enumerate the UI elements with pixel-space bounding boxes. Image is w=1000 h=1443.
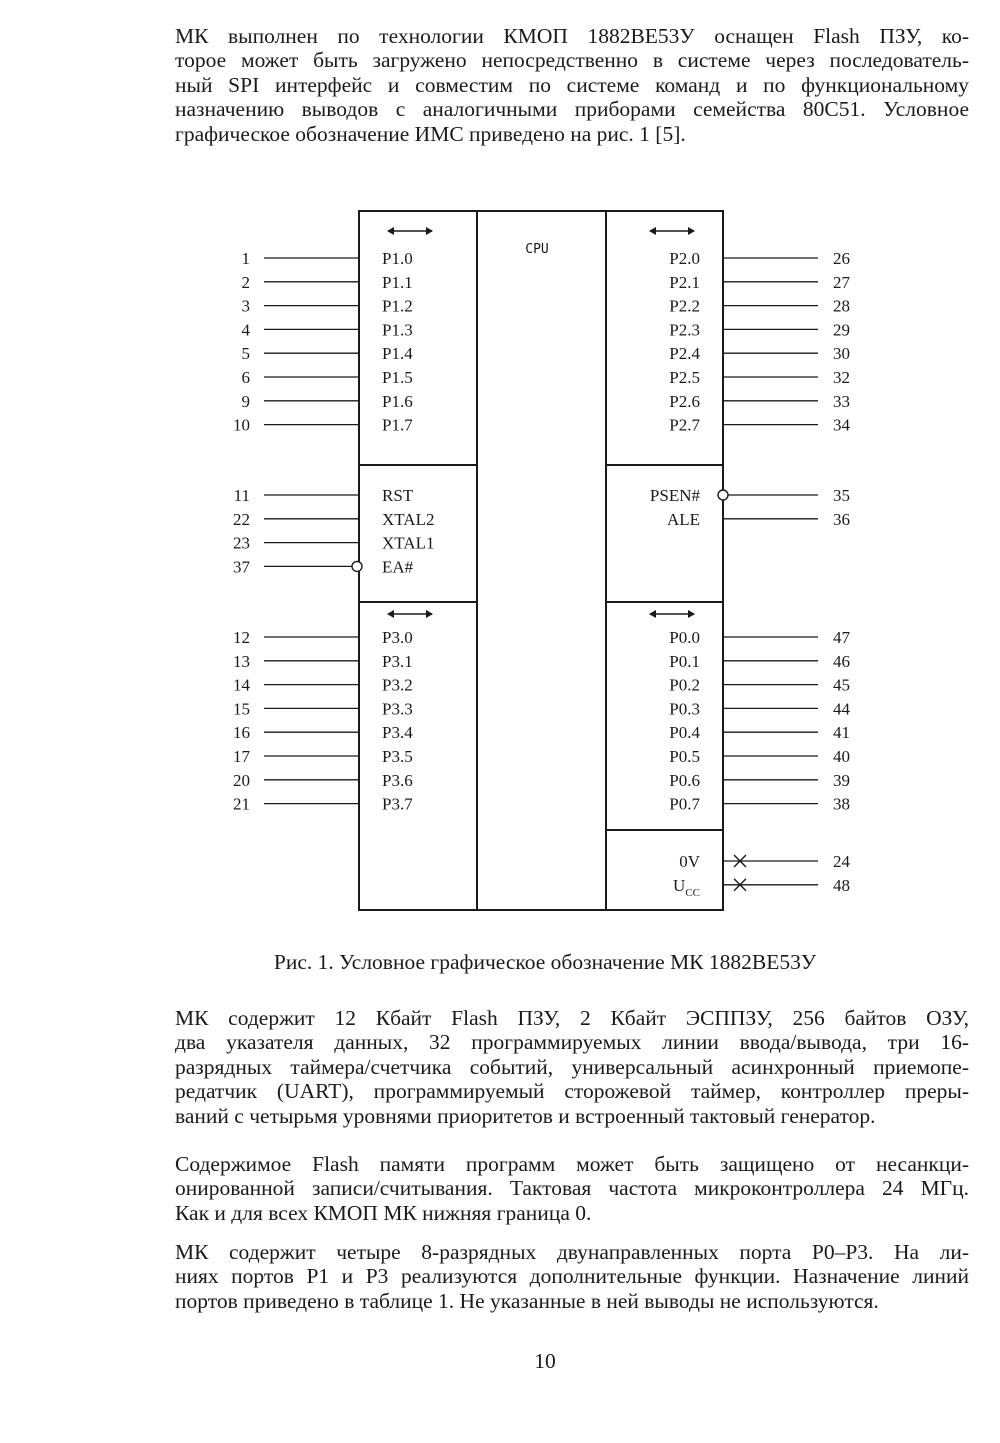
pin-label: P1.0 [382,249,413,268]
pin-number: 35 [833,486,850,505]
text-line: ваний с четырьмя уровнями приоритетов и встроенный тактовый генератор. [175,1103,876,1128]
arrow-head-left-icon [649,227,656,235]
flash-protection-paragraph [135,1152,969,1225]
text-line: МК выполнен по технологии КМОП 1882ВЕ53У оснащен Flash ПЗУ, ко- [175,24,969,48]
figure-caption: Рис. 1. Условное графическое обозначение МК 1882ВЕ53У [273,950,817,974]
pin-number: 40 [833,747,850,766]
text-line: онированной записи/считывания. Тактовая частота микроконтроллера 24 МГц. [175,1176,969,1201]
pin-label: P0.3 [669,699,700,719]
pin-label: P0.5 [669,747,700,766]
pin-label: P3.6 [382,770,413,790]
pin-number: 14 [233,675,250,695]
pin-number: 47 [833,628,850,647]
cpu-label: CPU [525,242,549,257]
pin-label: P1.3 [382,320,413,340]
pin-label: P0.7 [669,794,700,814]
text-line: МК содержит 12 Кбайт Flash ПЗУ, 2 Кбайт ЭСППЗУ, 256 байтов ОЗУ, [175,1006,969,1030]
pin-label: P0.0 [669,628,700,647]
ports-paragraph [135,1240,969,1313]
pin-label: P3.1 [382,651,413,671]
arrow-head-left-icon [387,227,394,235]
pin-label: P0.6 [669,770,700,790]
pin-label: P2.3 [669,320,700,340]
pin-label: P2.6 [669,391,700,411]
pin-number: 22 [233,509,250,529]
pin-label: P3.2 [382,675,413,695]
pin-number: 6 [241,368,250,387]
pin-label: P2.7 [669,415,700,435]
pin-number: 33 [833,391,850,411]
pin-label: P1.6 [382,391,413,411]
pin-number: 13 [233,651,250,671]
text-line: ниях портов Р1 и Р3 реализуются дополнительные функции. Назначение линий [175,1264,969,1289]
pin-label: P0.4 [669,723,700,743]
pins-layer [233,227,851,899]
text-line: назначению выводов с аналогичными приборами семейства 80С51. Условное [175,97,969,122]
pin-label: P2.4 [669,344,700,364]
text-line: Содержимое Flash памяти программ может быть защищено от несанкци- [175,1152,969,1176]
pin-label: P3.5 [382,747,413,766]
pin-label: P2.1 [669,272,700,292]
pin-label: P2.0 [669,249,700,268]
pin-label: P2.2 [669,296,700,316]
pin-number: 10 [233,415,250,435]
pin-number: 28 [833,296,850,316]
pin-number: 38 [833,794,850,814]
page-number: 10 [534,1349,556,1373]
pin-label: P3.4 [382,723,413,743]
text-line: два указателя данных, 32 программируемых линии ввода/вывода, три 16- [175,1030,969,1055]
text-line: торое может быть загружено непосредственно в системе через последователь- [175,48,969,73]
pin-label: P1.7 [382,415,413,435]
pin-number: 1 [241,249,250,268]
pin-label: P1.4 [382,344,413,364]
pin-label: $U_{CC}$ [673,875,700,899]
pin-label: P3.7 [382,794,413,814]
text-line: редатчик (UART), программируемый сторожевой таймер, контроллер преры- [175,1079,969,1104]
arrow-head-left-icon [387,610,394,618]
pin-number: 41 [833,723,850,743]
pin-number: 4 [241,320,250,340]
pin-label: P0.2 [669,675,700,695]
pin-number: 32 [833,368,850,387]
pin-number: 26 [833,249,850,268]
inversion-bubble-icon [352,561,362,571]
text-line: МК содержит четыре 8-разрядных двунаправленных порта Р0–Р3. На ли- [175,1240,969,1264]
pin-number: 15 [233,699,250,719]
pin-number: 2 [241,272,250,292]
pin-label: XTAL1 [382,533,435,553]
pin-number: 27 [833,272,850,292]
arrow-head-right-icon [688,227,695,235]
pin-label: EA# [382,557,414,577]
pin-number: 34 [833,415,850,435]
features-paragraph [135,1006,969,1128]
pin-number: 3 [241,296,250,316]
pin-number: 24 [833,852,850,871]
text-line: Как и для всех КМОП МК нижняя граница 0. [175,1200,592,1225]
pin-number: 37 [233,557,250,577]
pin-label: RST [382,486,414,505]
pin-number: 29 [833,320,850,340]
text-line: ный SPI интерфейс и совместим по системе команд и по функциональному [175,72,969,97]
pin-label: 0V [679,852,700,871]
pin-label: ALE [666,509,700,529]
pin-number: 21 [233,794,250,814]
pin-label: P0.1 [669,651,700,671]
pin-number: 39 [833,770,850,790]
pin-label: P1.5 [382,368,413,387]
pin-number: 12 [233,628,250,647]
pin-number: 16 [233,723,250,743]
text-line: графическое обозначение ИМС приведено на рис. 1 [5]. [175,121,686,146]
pin-number: 17 [233,747,250,766]
pin-number: 11 [233,486,250,505]
pin-number: 46 [833,651,850,671]
pin-label: PSEN# [649,486,700,505]
arrow-head-right-icon [426,227,433,235]
pin-label: P3.3 [382,699,413,719]
pin-number: 30 [833,344,850,364]
arrow-head-left-icon [649,610,656,618]
pin-number: 36 [833,509,850,529]
pin-number: 5 [241,344,250,364]
text-line: портов приведено в таблице 1. Не указанные в ней выводы не используются. [175,1288,879,1313]
pin-label: P3.0 [382,628,413,647]
inversion-bubble-icon [718,490,728,500]
pin-label: P1.1 [382,272,413,292]
pin-label: P1.2 [382,296,413,316]
pin-number: 44 [833,699,850,719]
pin-label: P2.5 [669,368,700,387]
pin-number: 20 [233,770,250,790]
pin-number: 23 [233,533,250,553]
pin-number: 9 [241,391,250,411]
arrow-head-right-icon [426,610,433,618]
pin-number: 45 [833,675,850,695]
pin-label: XTAL2 [382,509,435,529]
text-line: разрядных таймера/счетчика событий, универсальный асинхронный приемопе- [175,1054,969,1079]
arrow-head-right-icon [688,610,695,618]
pin-number: 48 [833,875,850,895]
